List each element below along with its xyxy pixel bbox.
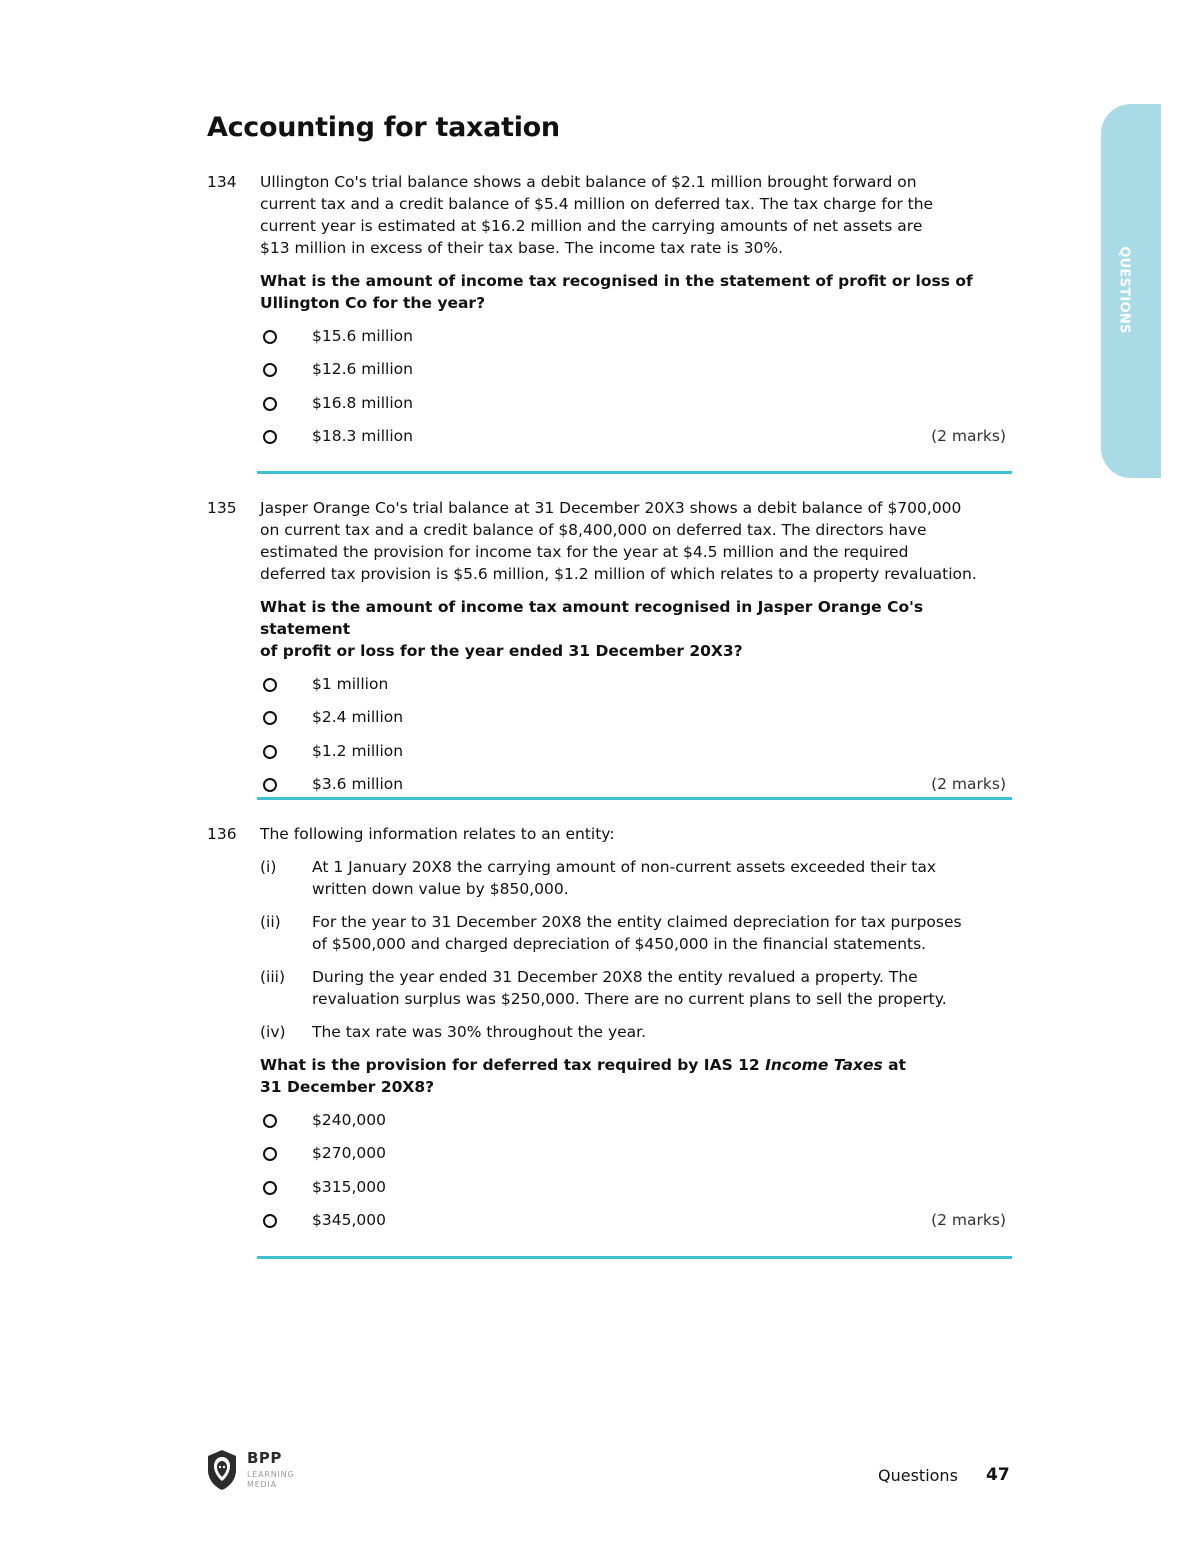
answer-option[interactable] [260, 1209, 1012, 1231]
question-prompt [260, 596, 1012, 662]
option-text: $15.6 million [312, 327, 413, 345]
stem-line: Jasper Orange Co's trial balance at 31 December 20X3 shows a debit balance of $700,000 [260, 499, 962, 517]
information-item [260, 1021, 1012, 1043]
answer-option[interactable] [260, 425, 1012, 447]
footer-section-label: Questions [878, 1466, 958, 1485]
question-stem [260, 497, 1012, 585]
item-line: written down value by $850,000. [312, 880, 569, 898]
stem-line: estimated the provision for income tax for the year at $4.5 million and the required [260, 543, 909, 561]
page-title: Accounting for taxation [207, 112, 560, 143]
option-text: $270,000 [312, 1144, 386, 1163]
question-prompt [260, 270, 1012, 314]
question-intro: The following information relates to an entity: [260, 825, 615, 843]
radio-circle-icon[interactable] [263, 363, 277, 377]
marks-label: (2 marks) [931, 1211, 1006, 1230]
question-136 [207, 823, 1012, 1243]
stem-line: Ullington Co's trial balance shows a debit balance of $2.1 million brought forward on [260, 173, 917, 191]
radio-circle-icon[interactable] [263, 678, 277, 692]
radio-circle-icon[interactable] [263, 745, 277, 759]
radio-circle-icon[interactable] [263, 711, 277, 725]
logo-wordmark: BPP [247, 1449, 282, 1467]
prompt-line: What is the amount of income tax amount recognised in Jasper Orange Co's statement [260, 598, 924, 638]
prompt-line: What is the amount of income tax recognised in the statement of profit or loss of [260, 272, 973, 290]
question-134 [207, 171, 1012, 459]
lion-shield-icon [205, 1448, 239, 1492]
radio-circle-icon[interactable] [263, 1114, 277, 1128]
question-divider [257, 797, 1012, 800]
item-line: The tax rate was 30% throughout the year. [312, 1023, 647, 1041]
stem-line: on current tax and a credit balance of $8,400,000 on deferred tax. The directors have [260, 521, 927, 539]
item-line: of $500,000 and charged depreciation of $450,000 in the financial statements. [312, 935, 927, 953]
radio-circle-icon[interactable] [263, 330, 277, 344]
option-text: $2.4 million [312, 708, 404, 727]
question-number: 136 [207, 825, 237, 843]
prompt-line: of profit or loss for the year ended 31 December 20X3? [260, 642, 743, 660]
option-text: $12.6 million [312, 360, 413, 379]
answer-option[interactable] [260, 1142, 1012, 1164]
answer-option[interactable] [260, 358, 1012, 380]
prompt-line: Ullington Co for the year? [260, 294, 486, 312]
side-tab-label: QUESTIONS [1116, 246, 1132, 334]
prompt-line [260, 1054, 1012, 1076]
logo-subtext: MEDIA [247, 1480, 277, 1489]
information-list [260, 856, 1012, 1043]
item-number: (ii) [260, 913, 281, 931]
radio-circle-icon[interactable] [263, 397, 277, 411]
marks-label: (2 marks) [931, 775, 1006, 794]
item-number: (iii) [260, 968, 286, 986]
question-prompt [260, 1054, 1012, 1098]
prompt-text: at [882, 1056, 906, 1074]
question-divider [257, 1256, 1012, 1259]
radio-circle-icon[interactable] [263, 430, 277, 444]
radio-circle-icon[interactable] [263, 1214, 277, 1228]
item-number: (i) [260, 858, 277, 876]
information-item [260, 966, 1012, 1010]
prompt-line: 31 December 20X8? [260, 1078, 435, 1096]
answer-option[interactable] [260, 740, 1012, 762]
information-item [260, 856, 1012, 900]
answer-option[interactable] [260, 325, 1012, 347]
stem-line: $13 million in excess of their tax base. The income tax rate is 30%. [260, 239, 784, 257]
prompt-text: What is the provision for deferred tax required by IAS 12 [260, 1056, 766, 1074]
answer-option[interactable] [260, 1176, 1012, 1198]
item-line: During the year ended 31 December 20X8 the entity revalued a property. The [312, 968, 918, 986]
answer-option[interactable] [260, 673, 1012, 695]
question-stem [260, 171, 1012, 259]
answer-options [260, 325, 1012, 447]
item-number: (iv) [260, 1023, 286, 1041]
option-text: $16.8 million [312, 393, 413, 412]
item-line: For the year to 31 December 20X8 the entity claimed depreciation for tax purposes [312, 913, 962, 931]
marks-label: (2 marks) [931, 427, 1006, 446]
question-135 [207, 497, 1012, 807]
question-number: 134 [207, 173, 237, 191]
stem-line: current year is estimated at $16.2 million and the carrying amounts of net assets are [260, 217, 923, 235]
question-divider [257, 471, 1012, 474]
option-text: $1 million [312, 675, 389, 693]
option-text: $240,000 [312, 1111, 386, 1129]
answer-options [260, 673, 1012, 795]
answer-option[interactable] [260, 773, 1012, 795]
radio-circle-icon[interactable] [263, 1181, 277, 1195]
information-item [260, 911, 1012, 955]
answer-option[interactable] [260, 392, 1012, 414]
prompt-italic-text: Income Taxes [765, 1056, 883, 1074]
logo-subtext: LEARNING [247, 1470, 295, 1479]
option-text: $315,000 [312, 1177, 386, 1196]
radio-circle-icon[interactable] [263, 778, 277, 792]
option-text: $1.2 million [312, 741, 404, 760]
option-text: $345,000 [312, 1211, 386, 1230]
answer-option[interactable] [260, 1109, 1012, 1131]
option-text: $3.6 million [312, 775, 404, 794]
stem-line: deferred tax provision is $5.6 million, $1.2 million of which relates to a property revaluation. [260, 565, 977, 583]
question-number: 135 [207, 499, 237, 517]
item-line: revaluation surplus was $250,000. There are no current plans to sell the property. [312, 990, 947, 1008]
answer-options [260, 1109, 1012, 1231]
item-line: At 1 January 20X8 the carrying amount of non-current assets exceeded their tax [312, 858, 936, 876]
radio-circle-icon[interactable] [263, 1147, 277, 1161]
stem-line: current tax and a credit balance of $5.4 million on deferred tax. The tax charge for the [260, 195, 934, 213]
answer-option[interactable] [260, 706, 1012, 728]
option-text: $18.3 million [312, 427, 413, 446]
page-number: 47 [986, 1465, 1010, 1485]
